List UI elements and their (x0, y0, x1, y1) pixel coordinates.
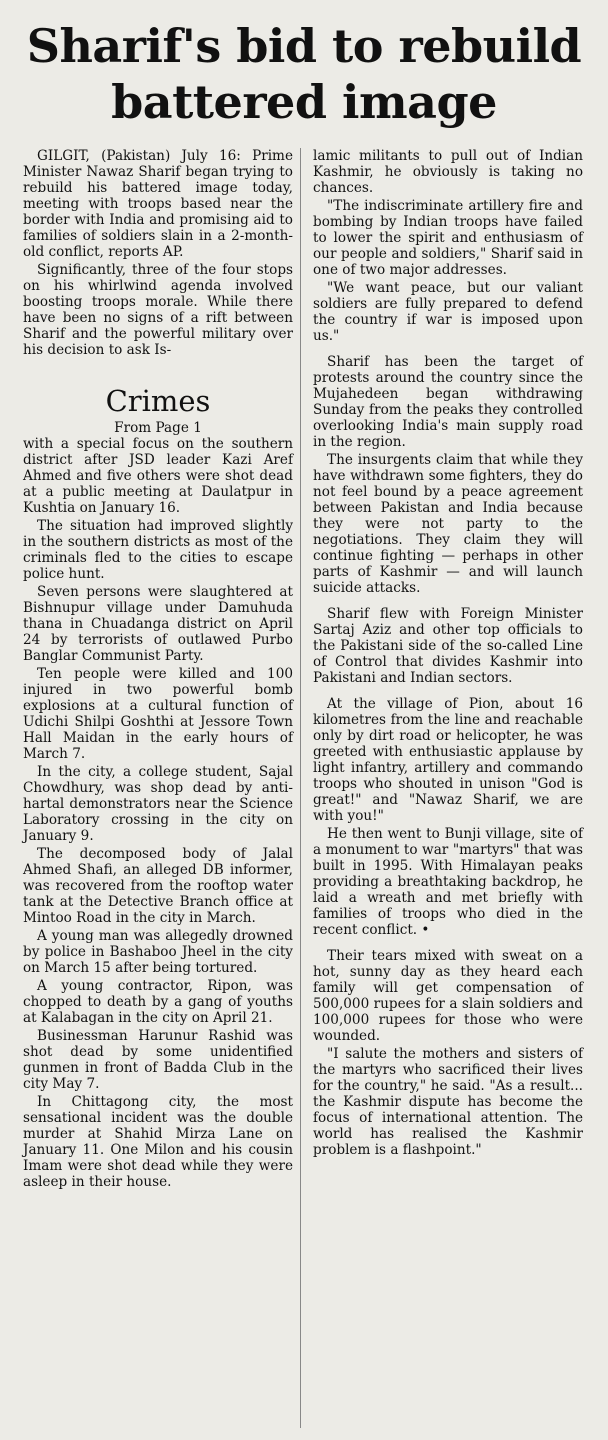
article-paragraph: The insurgents claim that while they have withdrawn some fighters, they do not feel bound by a peace agreement between Pakistan and India because they were not party to the negotiations. They claim they will continue fighting — perhaps in other parts of Kashmir — and will launch suicide attacks. (313, 452, 583, 596)
article-paragraph: He then went to Bunji village, site of a monument to war "martyrs" that was built in 1995. With Himalayan peaks providing a breathtaking backdrop, he laid a wreath and met briefly with families of troops who died in the recent conflict. • (313, 826, 583, 938)
column-divider (300, 148, 301, 1428)
crimes-paragraph: The decomposed body of Jalal Ahmed Shafi, an alleged DB informer, was recovered from the rooftop water tank at the Detective Branch office at Mintoo Road in the city in March. (23, 846, 293, 926)
crimes-paragraph: Seven persons were slaughtered at Bishnupur village under Damuhuda thana in Chuadanga district on April 24 by terrorists of outlawed Purbo Banglar Communist Party. (23, 584, 293, 664)
article-paragraph: Sharif flew with Foreign Minister Sartaj Aziz and other top officials to the Pakistani side of the so-called Line of Control that divides Kashmir into Pakistani and Indian sectors. (313, 606, 583, 686)
crimes-paragraph: In the city, a college student, Sajal Chowdhury, was shop dead by anti-hartal demonstrators near the Science Laboratory crossing in the city on January 9. (23, 764, 293, 844)
article-paragraph: "We want peace, but our valiant soldiers are fully prepared to defend the country if war is imposed upon us." (313, 280, 583, 344)
crimes-paragraph: with a special focus on the southern district after JSD leader Kazi Aref Ahmed and five others were shot dead at a public meeting at Daulatpur in Kushtia on January 16. (23, 436, 293, 516)
article-paragraph: Sharif has been the target of protests around the country since the Mujahedeen began withdrawing Sunday from the peaks they controlled overlooking India's main supply road in the region. (313, 354, 583, 450)
crimes-jump-line: From Page 1 (114, 420, 202, 436)
crimes-paragraph: A young contractor, Ripon, was chopped to death by a gang of youths at Kalabagan in the city on April 21. (23, 978, 293, 1026)
article-paragraph: "I salute the mothers and sisters of the martyrs who sacrificed their lives for the country," he said. "As a result... the Kashmir dispute has become the focus of international attention. The world has realised the Kashmir problem is a flashpoint." (313, 1046, 583, 1158)
headline-line-1: Sharif's bid to rebuild (26, 19, 582, 73)
crimes-paragraph: The situation had improved slightly in the southern districts as most of the criminals fled to the cities to escape police hunt. (23, 518, 293, 582)
left-column (23, 148, 293, 1433)
article-headline (0, 18, 608, 130)
article-paragraph: GILGIT, (Pakistan) July 16: Prime Minister Nawaz Sharif began trying to rebuild his battered image today, meeting with troops based near the border with India and promising aid to families of soldiers slain in a 2-month-old conflict, reports AP. (23, 148, 293, 260)
article-paragraph: Their tears mixed with sweat on a hot, sunny day as they heard each family will get compensation of 500,000 rupees for a slain soldiers and 100,000 rupees for those who were wounded. (313, 948, 583, 1044)
headline-line-2: battered image (111, 75, 497, 129)
article-paragraph: At the village of Pion, about 16 kilometres from the line and reachable only by dirt road or helicopter, he was greeted with enthusiastic applause by light infantry, artillery and commando troops who shouted in unison "God is great!" and "Nawaz Sharif, we are with you!" (313, 696, 583, 824)
article-paragraph: Significantly, three of the four stops on his whirlwind agenda involved boosting troops morale. While there have been no signs of a rift between Sharif and the powerful military over his decision to ask Is- (23, 262, 293, 358)
crimes-paragraph: Businessman Harunur Rashid was shot dead by some unidentified gunmen in front of Badda Club in the city May 7. (23, 1028, 293, 1092)
crimes-headline: Crimes (105, 384, 211, 418)
article-paragraph: "The indiscriminate artillery fire and bombing by Indian troops have failed to lower the spirit and enthusiasm of our people and soldiers," Sharif said in one of two major addresses. (313, 198, 583, 278)
crimes-paragraph: A young man was allegedly drowned by police in Bashaboo Jheel in the city on March 15 after being tortured. (23, 928, 293, 976)
crimes-paragraph: Ten people were killed and 100 injured in two powerful bomb explosions at a cultural function of Udichi Shilpi Goshthi at Jessore Town Hall Maidan in the early hours of March 7. (23, 666, 293, 762)
crimes-paragraph: In Chittagong city, the most sensational incident was the double murder at Shahid Mirza Lane on January 11. One Milon and his cousin Imam were shot dead while they were asleep in their house. (23, 1094, 293, 1190)
right-column (313, 148, 583, 1433)
article-paragraph: lamic militants to pull out of Indian Kashmir, he obviously is taking no chances. (313, 148, 583, 196)
